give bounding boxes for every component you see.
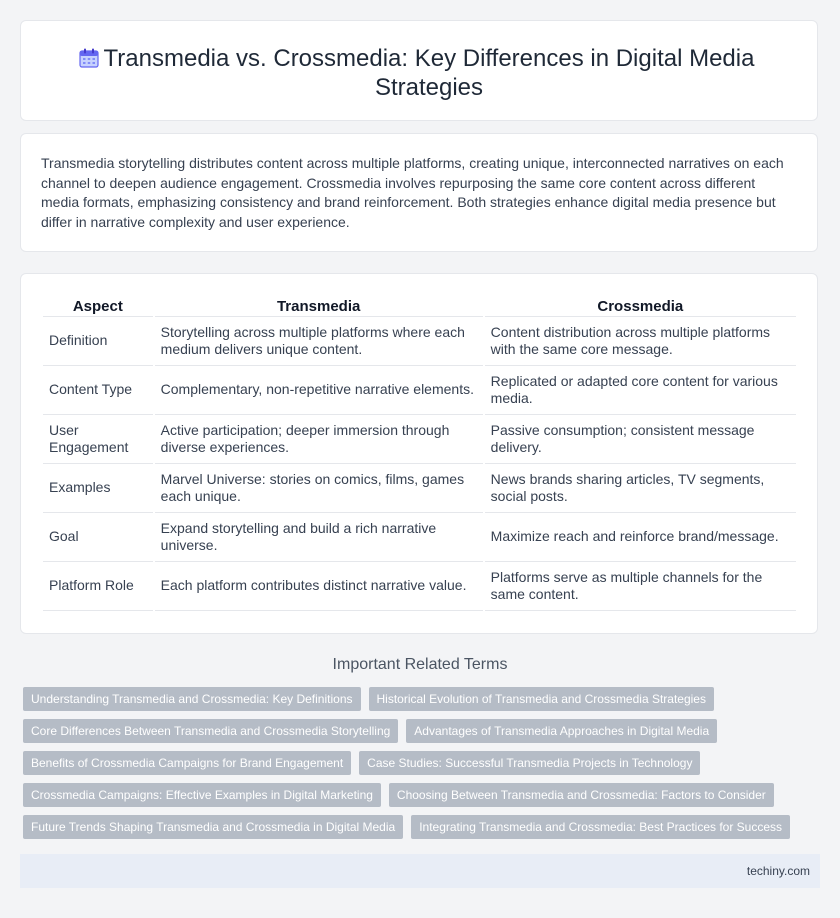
header-crossmedia: Crossmedia — [485, 297, 796, 317]
row-aspect: User Engagement — [43, 415, 153, 464]
related-term-tag[interactable]: Future Trends Shaping Transmedia and Crossmedia in Digital Media — [23, 815, 403, 839]
footer-site-link[interactable]: techiny.com — [746, 864, 810, 878]
row-transmedia: Each platform contributes distinct narrative value. — [155, 562, 483, 611]
table-row — [43, 366, 796, 415]
intro-paragraph: Transmedia storytelling distributes content across multiple platforms, creating unique, interconnected narratives on each channel to deepen audience engagement. Crossmedia involves repurposing the same core content across different media formats, emphasizing consistency and brand reinforcement. Both strategies enhance digital media presence but differ in narrative complexity and user experience. — [41, 155, 784, 230]
table-row — [43, 562, 796, 611]
footer — [20, 854, 820, 888]
row-aspect: Content Type — [43, 366, 153, 415]
related-term-tag[interactable]: Integrating Transmedia and Crossmedia: Best Practices for Success — [411, 815, 790, 839]
row-aspect: Platform Role — [43, 562, 153, 611]
row-crossmedia: Replicated or adapted core content for various media. — [485, 366, 796, 415]
row-crossmedia: News brands sharing articles, TV segments, social posts. — [485, 464, 796, 513]
intro-card — [20, 133, 818, 252]
comparison-table-card — [20, 273, 818, 634]
related-terms-list — [23, 687, 803, 839]
row-transmedia: Active participation; deeper immersion through diverse experiences. — [155, 415, 483, 464]
table-row — [43, 415, 796, 464]
row-aspect: Examples — [43, 464, 153, 513]
comparison-table — [41, 297, 798, 611]
row-transmedia: Storytelling across multiple platforms where each medium delivers unique content. — [155, 317, 483, 366]
row-crossmedia: Passive consumption; consistent message delivery. — [485, 415, 796, 464]
header-aspect: Aspect — [43, 297, 153, 317]
row-aspect: Goal — [43, 513, 153, 562]
table-row — [43, 513, 796, 562]
related-term-tag[interactable]: Crossmedia Campaigns: Effective Examples in Digital Marketing — [23, 783, 381, 807]
page-title: Transmedia vs. Crossmedia: Key Differences in Digital Media Strategies — [103, 45, 755, 101]
related-terms-heading: Important Related Terms — [332, 656, 508, 673]
row-transmedia: Marvel Universe: stories on comics, films, games each unique. — [155, 464, 483, 513]
row-transmedia: Complementary, non-repetitive narrative elements. — [155, 366, 483, 415]
header-transmedia: Transmedia — [155, 297, 483, 317]
related-term-tag[interactable]: Historical Evolution of Transmedia and Crossmedia Strategies — [369, 687, 714, 711]
related-term-tag[interactable]: Advantages of Transmedia Approaches in Digital Media — [406, 719, 717, 743]
table-header-row — [43, 297, 796, 317]
header-card — [20, 20, 818, 121]
related-term-tag[interactable]: Core Differences Between Transmedia and Crossmedia Storytelling — [23, 719, 398, 743]
row-crossmedia: Maximize reach and reinforce brand/message. — [485, 513, 796, 562]
row-aspect: Definition — [43, 317, 153, 366]
related-term-tag[interactable]: Benefits of Crossmedia Campaigns for Brand Engagement — [23, 751, 351, 775]
related-term-tag[interactable]: Case Studies: Successful Transmedia Projects in Technology — [359, 751, 700, 775]
table-row — [43, 464, 796, 513]
related-term-tag[interactable]: Choosing Between Transmedia and Crossmedia: Factors to Consider — [389, 783, 774, 807]
row-crossmedia: Content distribution across multiple platforms with the same core message. — [485, 317, 796, 366]
related-term-tag[interactable]: Understanding Transmedia and Crossmedia: Key Definitions — [23, 687, 361, 711]
row-transmedia: Expand storytelling and build a rich narrative universe. — [155, 513, 483, 562]
table-row — [43, 317, 796, 366]
row-crossmedia: Platforms serve as multiple channels for the same content. — [485, 562, 796, 611]
